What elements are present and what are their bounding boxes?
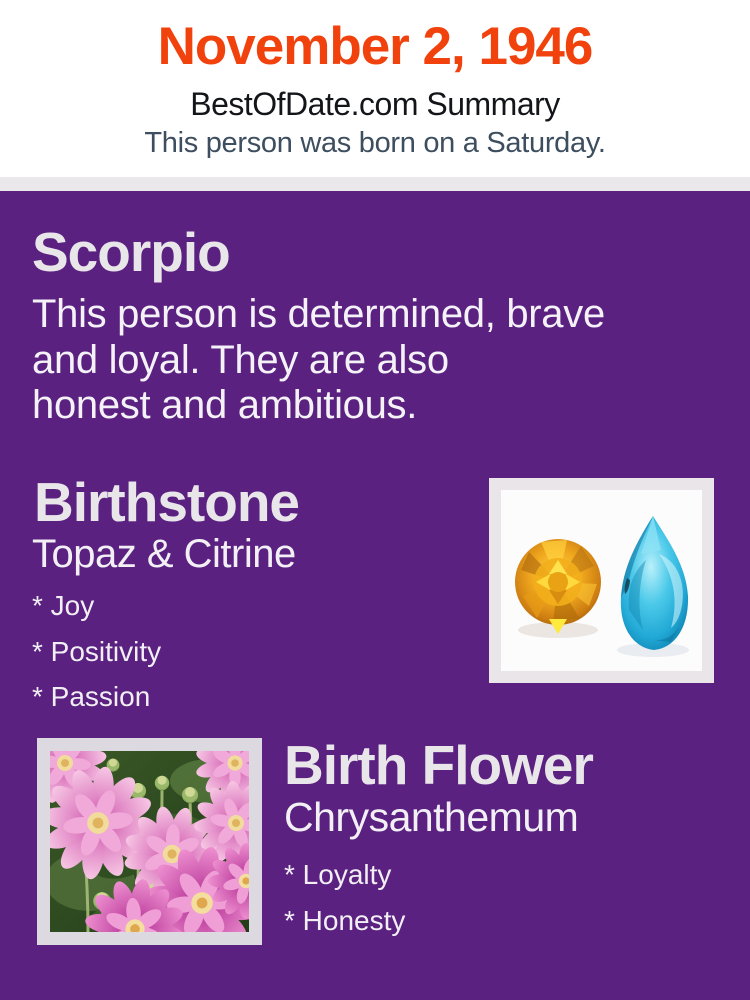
zodiac-description-line: and loyal. They are also [32,337,449,382]
divider-strip [0,177,750,191]
birthstone-photo-card [489,478,714,683]
birth-flower-trait: * Honesty [284,905,406,936]
page-title-date: November 2, 1946 [157,17,593,76]
birth-flower-traits-list [284,852,405,944]
zodiac-description-line: honest and ambitious. [32,383,418,427]
birthstone-trait: * Positivity [32,635,162,667]
header [0,0,750,177]
zodiac-description [32,292,732,429]
birthstone-heading: Birthstone [34,471,299,533]
birthstone-trait: * Joy [32,590,95,621]
chrysanthemum-flowers-image [50,751,249,932]
site-summary-label: BestOfDate.com Summary [190,86,560,122]
birth-flower-photo-card [37,738,262,945]
birth-flower-trait: * Loyalty [284,859,392,890]
zodiac-sign-heading: Scorpio [32,221,230,283]
birthstone-traits-list [32,583,161,720]
birthstone-name: Topaz & Citrine [32,532,296,576]
birth-flower-heading: Birth Flower [284,734,593,796]
topaz-and-citrine-gems-image [501,490,702,671]
birth-flower-name: Chrysanthemum [284,794,579,840]
zodiac-description-line: This person is determined, brave [32,292,605,336]
birthstone-trait: * Passion [32,681,151,712]
day-of-week-note: This person was born on a Saturday. [144,127,606,159]
